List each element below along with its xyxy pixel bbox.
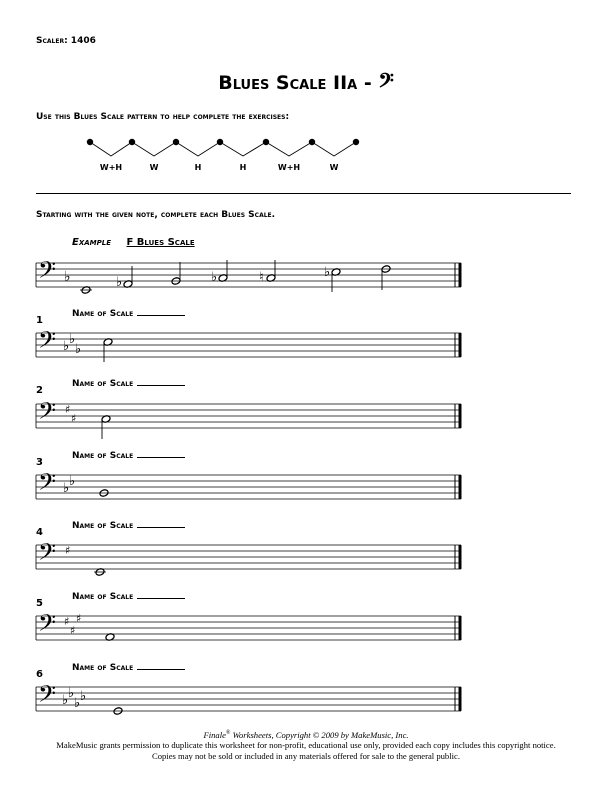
- name-of-scale-prompt: [72, 307, 185, 319]
- name-of-scale-label: Name of Scale: [72, 451, 134, 461]
- svg-text:♭: ♭: [324, 265, 331, 280]
- exercise-number: 4: [36, 527, 43, 538]
- svg-text:♭: ♭: [116, 275, 123, 290]
- exercise-number: 2: [36, 385, 43, 396]
- footer-line-1: [0, 728, 612, 740]
- svg-text:♭: ♭: [211, 270, 218, 285]
- title-text: Blues Scale IIa -: [218, 72, 372, 94]
- svg-text:♯: ♯: [70, 624, 76, 637]
- svg-text:♯: ♯: [65, 403, 71, 416]
- name-of-scale-blank[interactable]: [137, 519, 185, 528]
- svg-text:♭: ♭: [75, 342, 82, 357]
- svg-text:♯: ♯: [76, 612, 82, 625]
- bass-clef-icon: 𝄢: [38, 468, 57, 501]
- example-notes: [80, 260, 391, 294]
- flat-key-signature-icon: [62, 686, 86, 711]
- svg-text:♭: ♭: [63, 339, 70, 354]
- exercise-staff: [36, 609, 466, 653]
- pattern-instruction: Use this Blues Scale pattern to help complete the exercises:: [36, 112, 290, 122]
- bass-clef-icon: 𝄢: [38, 680, 57, 713]
- example-scale-name: F Blues Scale: [126, 237, 195, 248]
- registered-mark: ®: [225, 730, 231, 736]
- example-staff: [36, 256, 466, 300]
- bass-clef-icon: 𝄢: [38, 326, 57, 359]
- section-divider: [36, 193, 571, 194]
- exercise-number: 6: [36, 669, 43, 680]
- pattern-step: W+H: [277, 163, 301, 172]
- svg-text:♭: ♭: [63, 481, 70, 496]
- sharp-key-signature-icon: ♯: [65, 544, 71, 557]
- pattern-step: W: [149, 163, 159, 172]
- footer-line-3: Copies may not be sold or included in any materials offered for sale to the general public.: [152, 750, 460, 761]
- flat-key-signature-icon: ♭: [64, 269, 71, 285]
- name-of-scale-blank[interactable]: [137, 377, 185, 386]
- name-of-scale-blank[interactable]: [137, 661, 185, 670]
- bass-clef-icon: 𝄢: [38, 397, 57, 430]
- name-of-scale-prompt: [72, 519, 185, 531]
- svg-text:♭: ♭: [69, 474, 76, 489]
- name-of-scale-label: Name of Scale: [72, 592, 134, 602]
- svg-text:♭: ♭: [74, 696, 81, 711]
- bass-clef-icon: 𝄢: [38, 538, 57, 571]
- name-of-scale-label: Name of Scale: [72, 521, 134, 531]
- exercise-number: 1: [36, 315, 43, 326]
- footer-line-2: MakeMusic grants permission to duplicate this worksheet for non-profit, educational use only, provided each copy includes this copyright notice.: [56, 740, 556, 751]
- svg-text:♯: ♯: [71, 412, 77, 425]
- copyright-footer: [0, 728, 612, 761]
- example-label: Example: [72, 237, 111, 248]
- name-of-scale-label: Name of Scale: [72, 663, 134, 673]
- svg-text:♯: ♯: [64, 615, 70, 628]
- footer-copyright: Worksheets, Copyright © 2009 by MakeMusic, Inc.: [232, 729, 409, 740]
- svg-text:♭: ♭: [68, 686, 75, 701]
- bass-clef-icon: 𝄢: [378, 68, 394, 97]
- bass-clef-icon: 𝄢: [38, 256, 57, 289]
- example-heading: [72, 237, 195, 248]
- svg-text:♭: ♭: [80, 689, 87, 704]
- name-of-scale-blank[interactable]: [137, 307, 185, 316]
- svg-text:♭: ♭: [69, 332, 76, 347]
- exercise-number: 5: [36, 598, 43, 609]
- product-name: Finale: [203, 729, 226, 740]
- page-title: [0, 68, 612, 97]
- exercise-staff: [36, 680, 466, 724]
- exercise-staff: [36, 397, 466, 441]
- pattern-step: H: [239, 163, 247, 172]
- name-of-scale-blank[interactable]: [137, 449, 185, 458]
- flat-key-signature-icon: [63, 332, 81, 357]
- blues-pattern-diagram: [80, 128, 360, 180]
- name-of-scale-prompt: [72, 661, 185, 673]
- scaler-code: Scaler: 1406: [36, 36, 96, 46]
- pattern-step: H: [194, 163, 202, 172]
- pattern-step: W+H: [99, 163, 123, 172]
- name-of-scale-label: Name of Scale: [72, 379, 134, 389]
- pattern-step: W: [329, 163, 339, 172]
- name-of-scale-blank[interactable]: [137, 590, 185, 599]
- exercise-staff: [36, 468, 466, 512]
- bass-clef-icon: 𝄢: [38, 609, 57, 642]
- name-of-scale-prompt: [72, 590, 185, 602]
- name-of-scale-prompt: [72, 449, 185, 461]
- exercises-instruction: Starting with the given note, complete each Blues Scale.: [36, 210, 276, 220]
- svg-text:♮: ♮: [259, 270, 264, 285]
- name-of-scale-prompt: [72, 377, 185, 389]
- exercise-staff: [36, 326, 466, 370]
- svg-text:♭: ♭: [62, 693, 69, 708]
- name-of-scale-label: Name of Scale: [72, 309, 134, 319]
- exercise-number: 3: [36, 457, 43, 468]
- exercise-staff: [36, 538, 466, 582]
